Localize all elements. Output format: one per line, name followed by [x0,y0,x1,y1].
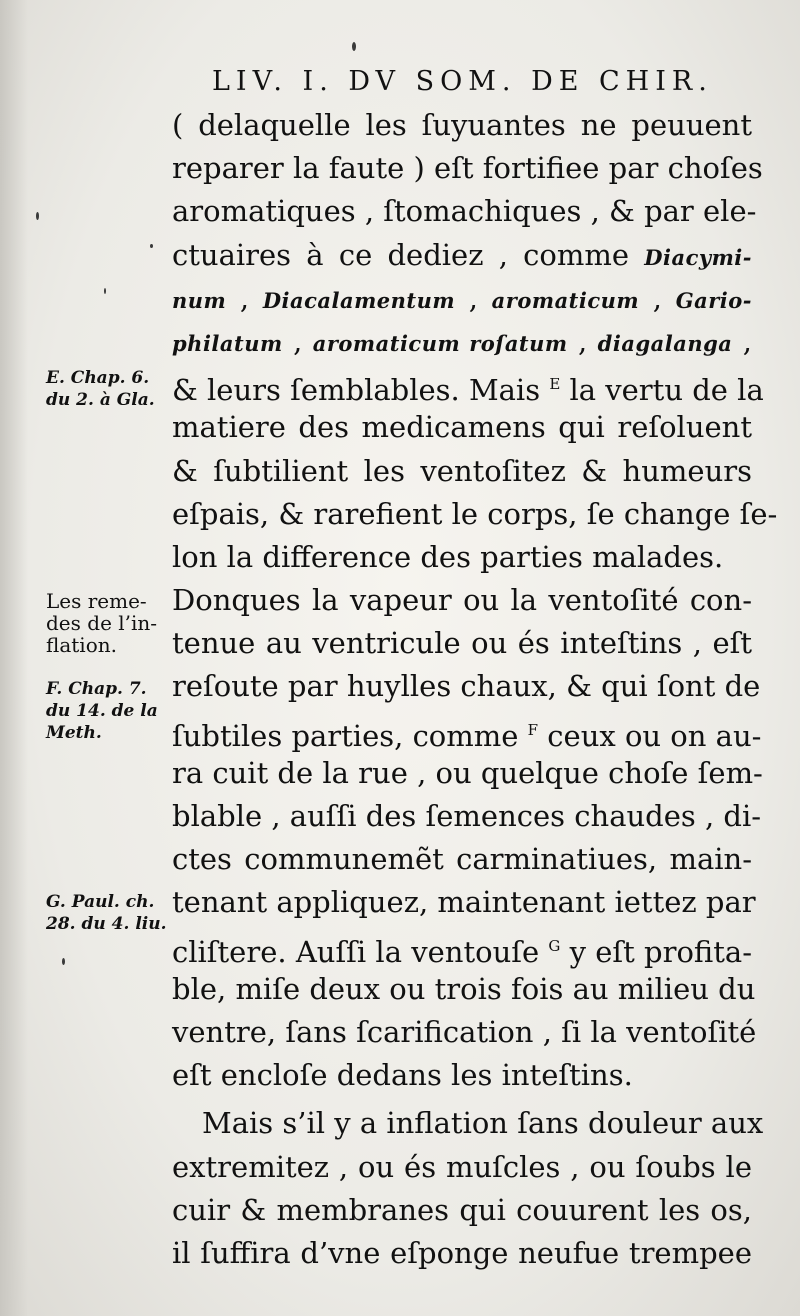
text-line [172,190,757,233]
text-line [172,493,778,536]
latin-term: diagalanga [597,330,733,356]
text-line [172,968,756,1011]
text-segment: lon la difference des parties malades. [172,539,724,574]
text-segment: eſt encloſe dedans les inteſtins. [172,1058,633,1093]
text-segment: extremitez , ou és muſcles , ou ſoubs le [172,1149,752,1184]
text-segment: matiere des medicamens qui reſoluent [172,410,752,445]
text-line [172,838,752,881]
text-line [172,622,752,665]
text-line [172,1054,752,1097]
margin-note-e [46,367,176,411]
margin-note-line: du 2. à Gla. [46,390,155,410]
text-segment: y eſt profita- [560,934,753,969]
margin-note-remedies [46,590,176,656]
margin-note-line: F. Chap. 7. [46,679,147,699]
margin-note-f [46,678,176,744]
text-line [172,665,761,708]
latin-term: Gario- [675,287,752,313]
latin-term: Diacalamentum [262,287,456,313]
text-segment: ra cuit de la rue , ou quelque choſe ſem- [172,755,763,790]
margin-note-line: flation. [46,633,117,657]
text-line [172,1102,764,1145]
text-segment: tenue au ventricule ou és inteſtins , eſt [172,626,752,661]
text-line [172,1189,752,1232]
text-line [172,147,763,190]
margin-note-line: Les reme- [46,589,147,613]
latin-term: aromaticum [491,287,640,313]
latin-term: num [172,287,227,313]
text-line [172,1146,752,1189]
text-segment: ( delaquelle les ſuyuantes ne peuuent [172,108,752,142]
text-line [172,277,752,320]
text-segment: ble, miſe deux ou trois fois au milieu du [172,971,756,1006]
text-line [172,234,752,277]
latin-term: Diacymi- [644,244,752,270]
text-segment: & leurs ſemblables. Mais [172,373,550,408]
latin-term: aromaticum roſatum [312,330,568,356]
margin-note-g [46,891,176,935]
text-line [172,1011,757,1054]
text-line [172,709,762,753]
margin-note-line: des de l’in- [46,611,158,635]
text-segment: ſubtiles parties, comme [172,718,528,753]
body-text [172,104,778,1275]
text-segment: & ſubtilient les ventoſitez & humeurs [172,453,752,488]
text-line [172,579,752,622]
margin-note-line: G. Paul. ch. [46,892,155,912]
margin-note-line: du 14. de la [46,701,158,721]
text-segment: il ſuffira d’vne eſponge neufue trempee [172,1235,752,1270]
text-segment: cuir & membranes qui couurent les os, [172,1192,752,1227]
text-line [172,406,752,449]
text-segment: Mais s’il y a inflation ſans douleur aux [202,1106,764,1141]
spine-shadow [0,0,28,1316]
text-line [172,752,763,795]
ink-speck [62,958,65,965]
latin-term: philatum [172,330,283,356]
margin-note-line: 28. du 4. liu. [46,914,167,934]
ink-speck [36,212,39,220]
text-segment: ventre, ſans ſcarification , ſi la ventoſité [172,1014,757,1049]
text-segment: , [732,323,753,358]
text-segment: aromatiques , ſtomachiques , & par ele- [172,194,757,229]
text-segment: reparer la faute ) eſt fortifiee par choſes [172,151,763,186]
text-line [172,881,756,924]
ink-speck [150,244,153,248]
text-segment: , [567,323,598,358]
text-segment: reſoute par huylles chaux, & qui ſont de [172,669,761,704]
text-line [172,925,752,968]
ink-speck [104,288,106,294]
text-segment: cliſtere. Auſſi la ventouſe [172,934,549,969]
text-line [172,450,752,493]
text-segment: ctes communemẽt carminatiues, main- [172,842,752,877]
note-reference: F [527,720,539,739]
text-segment: blable , auſſi des ſemences chaudes , di- [172,799,762,833]
note-reference: G [548,936,561,955]
text-segment: ctuaires à ce dediez , comme [172,237,645,272]
text-segment: , [282,323,313,358]
text-line [172,795,762,838]
note-reference: E [549,375,561,394]
text-line [172,536,752,579]
margin-note-line: Meth. [46,723,102,743]
text-line [172,104,752,147]
text-line [172,363,764,408]
text-segment: Donques la vapeur ou la ventoſité con- [172,583,752,618]
text-segment: , [639,280,676,315]
text-segment: la vertu de la [560,373,764,408]
ink-speck [352,42,356,51]
text-line [172,320,752,363]
text-line [172,1232,752,1275]
running-head: LIV. I. DV SOM. DE CHIR. [212,66,713,97]
text-segment: tenant appliquez, maintenant iettez par [172,885,756,920]
text-segment: , [455,280,492,315]
text-segment: ceux ou on au- [538,718,762,753]
text-segment: , [226,280,263,315]
text-segment: eſpais, & rarefient le corps, ſe change ſe- [172,496,778,531]
margin-note-line: E. Chap. 6. [46,368,150,388]
